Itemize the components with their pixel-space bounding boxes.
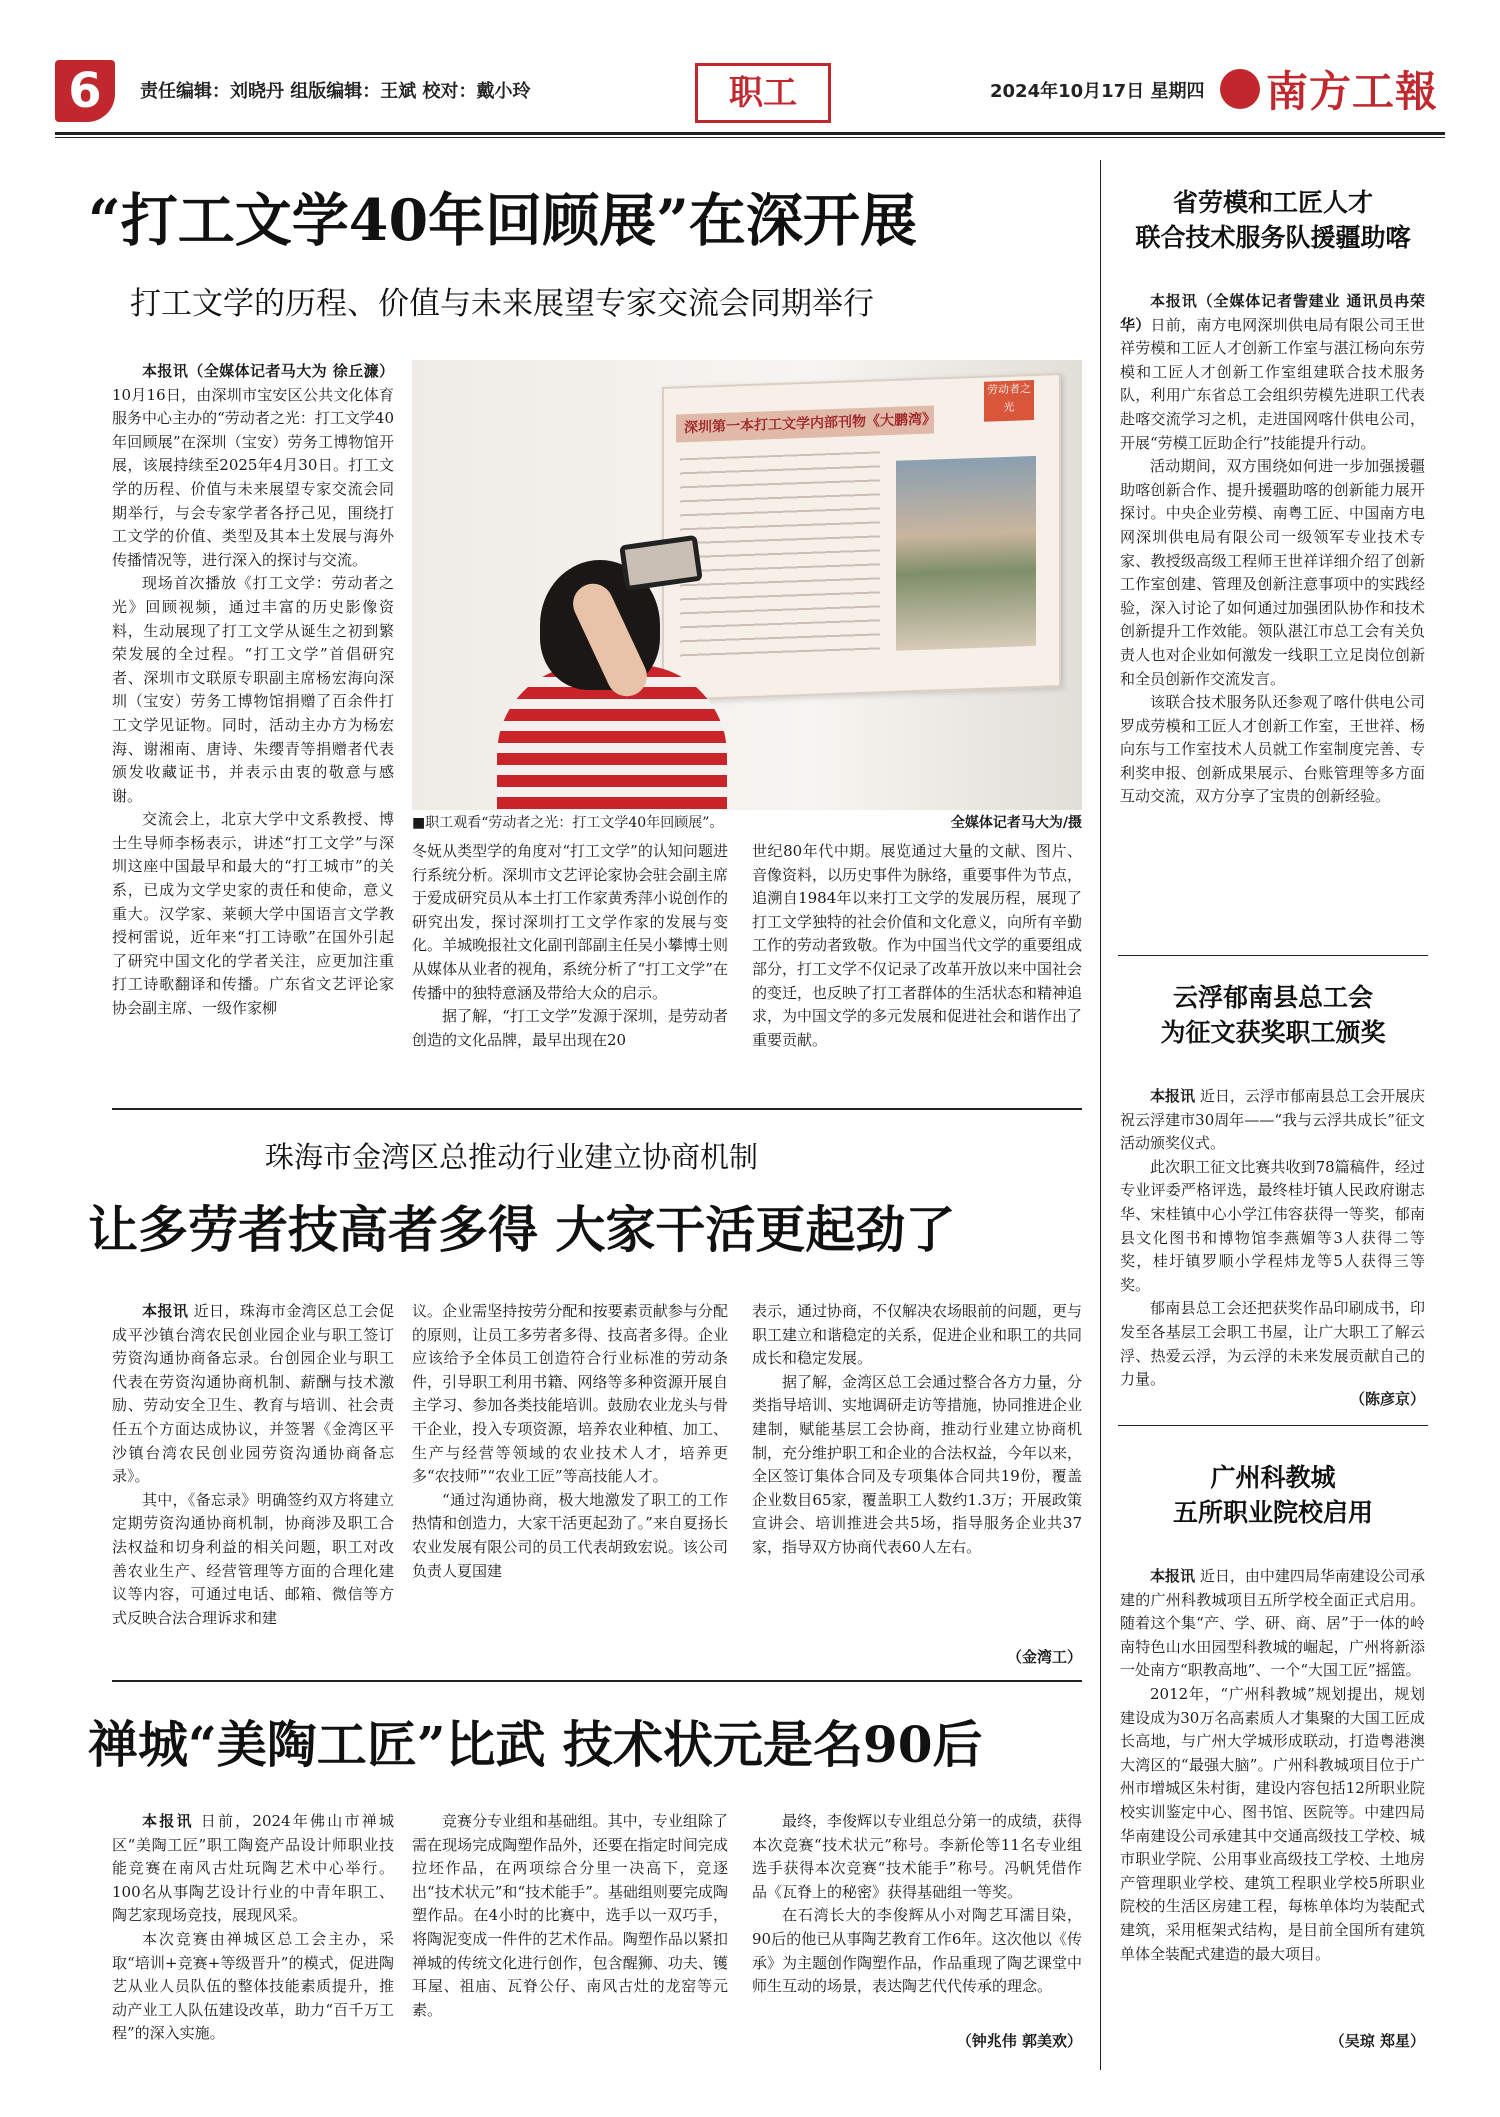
right1-title-line: 联合技术服务队援疆助喀: [1135, 223, 1411, 252]
story3-column-2: [412, 1810, 728, 2055]
page-number: 6: [55, 60, 115, 122]
story3-headline: 禅城“美陶工匠”比武 技术状元是名90后: [88, 1715, 983, 1774]
exhibit-badge: 劳动者之光: [984, 380, 1034, 422]
masthead-logo: [1220, 55, 1445, 125]
story2-kicker: 珠海市金湾区总推动行业建立协商机制: [265, 1140, 759, 1174]
right-divider: [1118, 955, 1428, 956]
story1-paragraph: 冬妩从类型学的角度对“打工文学”的认知问题进行系统分析。深圳市文艺评论家协会驻会副主席于爱成研究员从本土打工作家黄秀萍小说创作的研究出发，探讨深圳打工文学作家的发展与变化。羊城晚报社文化副刊部副主任吴小攀博士则从媒体从业者的视角，系统分析了“打工文学”在传播中的独特意涵及带给大众的启示。: [412, 842, 728, 1002]
story3-paragraph: 竞赛分专业组和基础组。其中，专业组除了需在现场完成陶塑作品外，还要在指定时间完成拉坯作品，在两项综合分里一决高下，竞逐出“技术状元”和“技术能手”。基础组则要完成陶塑作品。在4小时的比赛中，选手以一双巧手，将陶泥变成一件件的艺术作品。陶塑作品以紧扣禅城的传统文化进行创作，包含醒狮、功夫、镬耳屋、祖庙、瓦脊公仔、南风古灶的龙窑等元素。: [412, 1812, 728, 2019]
exhibit-text-lines: [680, 451, 880, 658]
right3-headline: [1118, 1460, 1428, 1530]
right1-byline: 本报讯（全媒体记者訾建业 通讯员冉荣华）: [1120, 292, 1425, 334]
right3-title-line: 广州科教城: [1210, 1463, 1336, 1492]
story1-column-2: [412, 840, 728, 1080]
story2-signature: （金湾工）: [1006, 1648, 1082, 1666]
logo-emblem-icon: [1220, 69, 1260, 109]
right1-headline: [1118, 185, 1428, 255]
right2-headline: [1118, 980, 1428, 1050]
story3-column-1: [112, 1810, 394, 2055]
column-divider: [1100, 160, 1101, 2070]
right2-title-line: 云浮郁南县总工会: [1172, 983, 1373, 1012]
story2-byline: 本报讯: [142, 1302, 189, 1320]
right2-title-line: 为征文获奖职工颁奖: [1160, 1018, 1386, 1047]
story1-subheadline: 打工文学的历程、价值与未来展望专家交流会同期举行: [130, 286, 874, 322]
story1-paragraph: 现场首次播放《打工文学：劳动者之光》回顾视频，通过丰富的历史影像资料，生动展现了打工文学从诞生之初到繁荣发展的全过程。“打工文学”首倡研究者、深圳市文联原专职副主席杨宏海向深圳（宝安）劳务工博物馆捐赠了百余件打工文学见证物。同时，活动主办方为杨宏海、谢湘南、唐诗、朱缨青等捐赠者代表颁发收藏证书，并表示由衷的敬意与感谢。: [112, 574, 394, 805]
story1-photo: [412, 360, 1082, 810]
story2-paragraph: 表示，通过协商，不仅解决农场眼前的问题，更与职工建立和谐稳定的关系，促进企业和职工的共同成长和稳定发展。: [752, 1302, 1082, 1368]
right1-body: [1120, 290, 1425, 950]
right-divider: [1118, 1425, 1428, 1426]
right2-signature: （陈彦京）: [1349, 1390, 1425, 1408]
story1-byline: 本报讯（全媒体记者马大为 徐丘濂）: [142, 362, 394, 380]
right3-paragraph: 近日，由中建四局华南建设公司承建的广州科教城项目五所学校全面正式启用。随着这个集“产、学、研、商、居”于一体的岭南特色山水田园型科教城的崛起，广州将新添一处南方“职教高地”、一个“大国工匠”摇篮。: [1120, 1567, 1425, 1680]
right1-paragraph: 该联合技术服务队还参观了喀什供电公司罗成劳模和工匠人才创新工作室，王世祥、杨向东与工作室技术人员就工作室制度完善、专利奖申报、创新成果展示、台账管理等多方面互动交流，双方分享了宝贵的创新经验。: [1120, 693, 1425, 806]
issue-date: 2024年10月17日 星期四: [990, 81, 1205, 102]
header-rule: [55, 132, 1445, 135]
story1-paragraph: 据了解，“打工文学”发源于深圳，是劳动者创造的文化品牌，最早出现在20: [412, 1007, 728, 1049]
right3-title-line: 五所职业院校启用: [1172, 1498, 1373, 1527]
right2-byline: 本报讯: [1150, 1087, 1196, 1105]
masthead-text: 南方工報: [1266, 67, 1439, 116]
right1-paragraph: 活动期间，双方围绕如何进一步加强援疆助喀创新合作、提升援疆助喀的创新能力展开探讨。中央企业劳模、南粤工匠、中国南方电网深圳供电局有限公司一级领军专业技术专家、教授级高级工程师王世祥详细介绍了创新工作室创建、管理及创新注意事项中的实践经验，深入讨论了如何通过加强团队协作和技术创新提升工作效能。领队湛江市总工会有关负责人也对企业如何激发一线职工立足岗位创新和全员创新作交流发言。: [1120, 457, 1425, 688]
right2-paragraph: 郁南县总工会还把获奖作品印刷成书，印发至各基层工会职工书屋，让广大职工了解云浮、热爱云浮，为云浮的未来发展贡献自己的力量。: [1120, 1299, 1425, 1389]
right3-signature: （吴琼 郑星）: [1329, 2032, 1425, 2050]
story-divider: [112, 1680, 1082, 1682]
story1-headline: “打工文学40年回顾展”在深开展: [88, 187, 917, 254]
exhibit-photos: [896, 456, 1036, 651]
right1-title-line: 省劳模和工匠人才: [1172, 188, 1373, 217]
story2-paragraph: “通过沟通协商，极大地激发了职工的工作热情和创造力，大家干活更起劲了。”来自夏扬长农业发展有限公司的员工代表胡致宏说。该公司负责人夏国建: [412, 1490, 728, 1580]
story3-paragraph: 本次竞赛由禅城区总工会主办，采取“培训+竞赛+等级晋升”的模式，促进陶艺从业人员队伍的整体技能素质提升，推动产业工人队伍建设改革，助力“百千万工程”的深入实施。: [112, 1929, 394, 2043]
story2-column-1: [112, 1300, 394, 1670]
right2-body: [1120, 1085, 1425, 1400]
story2-paragraph: 议。企业需坚持按劳分配和按要素贡献参与分配的原则，让员工多劳者多得、技高者多得。企业应该给予全体员工创造符合行业标准的劳动条件，引导职工利用书籍、网络等多种资源开展自主学习、参加各类技能培训。鼓励农业龙头与骨干企业，投入专项资源，培养农业种植、加工、生产与经营等领域的农业技术人才，培养更多“农技师”“农业工匠”等高技能人才。: [412, 1302, 728, 1486]
story2-headline: 让多劳者技高者多得 大家干活更起劲了: [88, 1200, 956, 1259]
page-header: [55, 55, 1445, 130]
story-divider: [112, 1108, 1082, 1110]
story3-paragraph: 日前，2024年佛山市禅城区“美陶工匠”职工陶瓷产品设计师职业技能竞赛在南风古灶玩陶艺术中心举行。100名从事陶艺设计行业的中青年职工、陶艺家现场竞技，展现风采。: [112, 1812, 394, 1925]
story1-column-3: [752, 840, 1082, 1080]
right2-paragraph: 此次职工征文比赛共收到78篇稿件，经过专业评委严格评选，最终桂圩镇人民政府谢志华、宋桂镇中心小学江伟容获得一等奖，郁南县文化图书和博物馆李燕媚等3人获得二等奖，桂圩镇罗顺小学程炜龙等5人获得三等奖。: [1120, 1157, 1425, 1294]
right3-body: [1120, 1565, 1425, 2027]
right3-paragraph: 2012年，“广州科教城”规划提出，规划建设成为30万名高素质人才集聚的大国工匠成长高地，与广州大学城形成联动，打造粤港澳大湾区的“最强大脑”。广州科教城项目位于广州市增城区朱村街，建设内容包括12所职业院校实训鉴定中心、图书馆、医院等。中建四局华南建设公司承建其中交通高级技工学校、城市职业学院、公用事业高级技工学校、土地房产管理职业学校、建筑工程职业学校5所职业院校的生活区房建工程，每栋单体均为装配式建筑，采用框架式结构，是目前全国所有建筑单体全装配式建造的最大项目。: [1120, 1684, 1425, 1963]
header-rule-thin: [55, 137, 1445, 138]
story2-column-2: [412, 1300, 728, 1670]
story1-paragraph: 交流会上，北京大学中文系教授、博士生导师李杨表示，讲述“打工文学”与深圳这座中国最早和最大的“打工城市”的关系，已成为文学史家的责任和使命，意义重大。汉学家、莱顿大学中国语言文学教授柯雷说，近年来“打工诗歌”在国外引起了研究中国文化的学者关注，应更加注重打工诗歌翻译和传播。广东省文艺评论家协会副主席、一级作家柳: [112, 810, 394, 1018]
right1-paragraph: 日前，南方电网深圳供电局有限公司王世祥劳模和工匠人才创新工作室与湛江杨向东劳模和工匠人才创新工作室组建联合技术服务队，利用广东省总工会组织劳模先进职工代表赴喀交流学习之机，走进国网喀什供电公司，开展“劳模工匠助企行”技能提升行动。: [1120, 315, 1425, 452]
story1-paragraph: 世纪80年代中期。展览通过大量的文献、图片、音像资料，以历史事件为脉络，重要事件为节点，追溯自1984年以来打工文学的发展历程，展现了打工文学独特的社会价值和文化意义，向所有辛勤工作的劳动者致敬。作为中国当代文学的重要组成部分，打工文学不仅记录了改革开放以来中国社会的变迁，也反映了打工者群体的生活状态和精神追求，为中国文学的多元发展和促进社会和谐作出了重要贡献。: [752, 842, 1082, 1049]
photo-caption-bar: [412, 812, 1082, 834]
story2-paragraph: 据了解，金湾区总工会通过整合各方力量，分类指导培训、实地调研走访等措施，协同推进企业建制，赋能基层工会协商，推动行业建立协商机制，充分维护职工和企业的合法权益，今年以来，全区签订集体合同及专项集体合同共19份，覆盖企业数目65家，覆盖职工人数约1.3万；开展政策宣讲会、培训推进会共5场，指导服务企业共37家，指导双方协商代表60人左右。: [752, 1372, 1082, 1556]
story2-column-3: [752, 1300, 1082, 1640]
story3-paragraph: 在石湾长大的李俊辉从小对陶艺耳濡目染，90后的他已从事陶艺教育工作6年。这次他以《传承》为主题创作陶塑作品，作品重现了陶艺课堂中师生互动的场景，表达陶艺代代传承的理念。: [752, 1906, 1082, 1996]
photo-credit: 全媒体记者马大为/摄: [950, 815, 1082, 831]
section-label: 职工: [695, 63, 831, 123]
right3-byline: 本报讯: [1150, 1567, 1196, 1585]
exhibit-board-title: 深圳第一本打工文学内部刊物《大鹏湾》: [676, 405, 934, 442]
story3-column-3: [752, 1810, 1082, 2025]
story3-paragraph: 最终，李俊辉以专业组总分第一的成绩，获得本次竞赛“技术状元”称号。李新伦等11名专业组选手获得本次竞赛“技术能手”称号。冯帆凭借作品《瓦脊上的秘密》获得基础组一等奖。: [752, 1812, 1082, 1901]
photo-caption: ■职工观看“劳动者之光：打工文学40年回顾展”。: [412, 815, 724, 831]
story2-paragraph: 近日，珠海市金湾区总工会促成平沙镇台湾农民创业园企业与职工签订劳资沟通协商备忘录。台创园企业与职工代表在劳资沟通协商机制、薪酬与技术激励、劳动安全卫生、教育与培训、社会责任五个方面达成协议，并签署《金湾区平沙镇台湾农民创业园劳资沟通协商备忘录》。: [112, 1302, 394, 1486]
story2-paragraph: 其中，《备忘录》明确签约双方将建立定期劳资沟通协商机制，协商涉及职工合法权益和切身利益的相关问题，职工对改善农业生产、经营管理等方面的合理化建议等内容，可通过电话、邮箱、微信等方式反映合法合理诉求和建: [112, 1490, 394, 1627]
story3-signature: （钟兆伟 郭美欢）: [956, 2032, 1082, 2050]
story1-paragraph: 10月16日，由深圳市宝安区公共文化体育服务中心主办的“劳动者之光：打工文学40年回顾展”在深圳（宝安）劳务工博物馆开展，该展持续至2025年4月30日。打工文学的历程、价值与未来展望专家交流会同期举行，与会专家学者各抒己见，围绕打工文学的价值、类型及其本土发展与海外传播情况等，进行深入的探讨与交流。: [112, 385, 394, 569]
exhibit-board: [662, 373, 1061, 701]
right2-paragraph: 近日，云浮市郁南县总工会开展庆祝云浮建市30周年——“我与云浮共成长”征文活动颁奖仪式。: [1120, 1087, 1425, 1153]
story1-column-1: [112, 360, 394, 1080]
editor-credits: 责任编辑：刘晓丹 组版编辑：王斌 校对：戴小玲: [140, 81, 531, 102]
story3-byline: 本报讯: [142, 1812, 194, 1830]
